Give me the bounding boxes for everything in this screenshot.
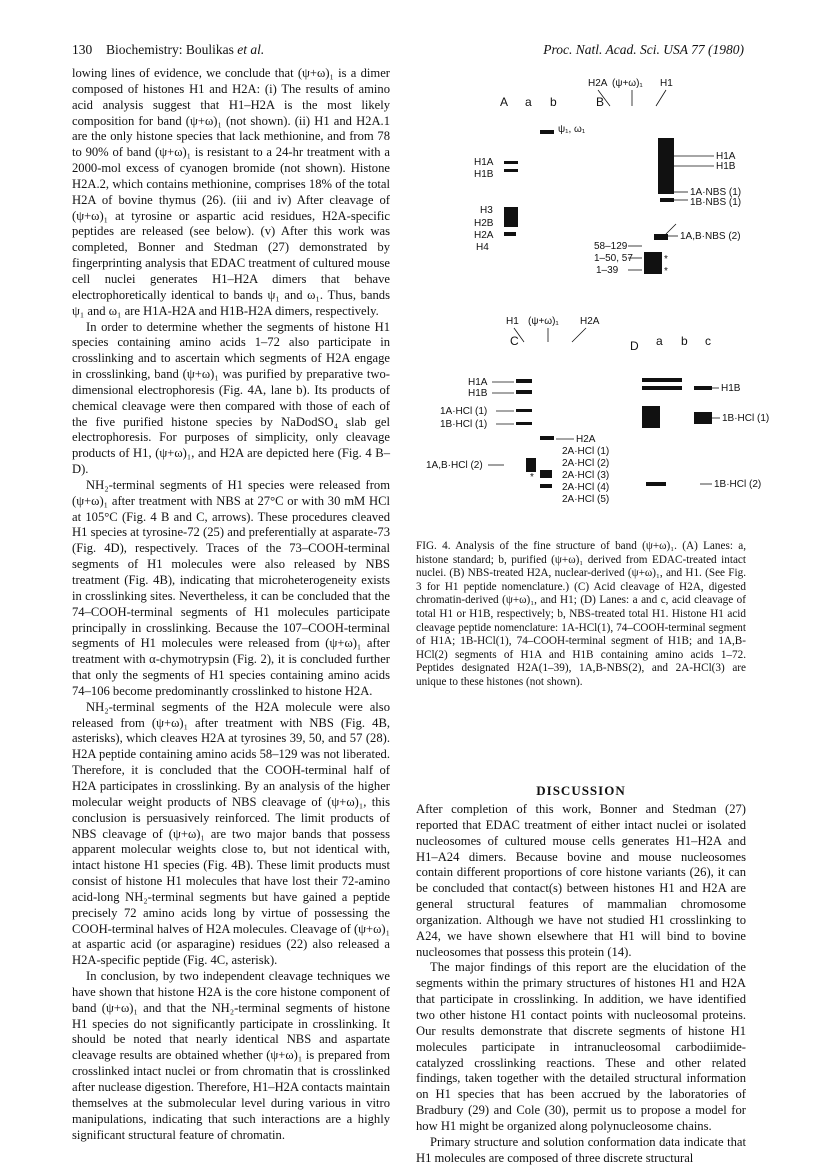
gel-band: [642, 386, 682, 390]
figure-4-gels: [416, 66, 770, 536]
running-title-etal: et al.: [233, 42, 265, 57]
paragraph: NH₂-terminal segments of H1 species were released from (ψ+ω)₁ after treatment with NBS at 27°C or with 30 mM HCl at 105°C (Fig. 4 B and C, arrows). These procedures cleaved H1 species at tyrosine-72 (25) and preferentially at asparate-73 (Fig. 4D), respectively. Traces of the 73–COOH-terminal segments of H1 molecules were also released by NBS treatment (Fig. 4B), indicating that microheterogeneity exists in crosslinking sites. Nevertheless, it can be concluded that the 74–COOH-terminal segments of H1 molecules participate principally in crosslinking. Because the 107–COOH-terminal segments of H1 molecules were released from (ψ+ω)₁ after treatment with α-chymotrypsin (Fig. 2), it is concluded further that only the segments of H1 species containing amino acids 74–106 become predominantly crosslinked to histone H2A.: [72, 477, 390, 698]
figure-caption: FIG. 4. Analysis of the fine structure of band (ψ+ω)₁. (A) Lanes: a, histone standard; b, purified (ψ+ω)₁ derived from EDAC-treated intact nuclei. (B) NBS-treated H2A, nuclear-derived (ψ+ω)₁, and H1. (See Fig. 3 for H1 peptide nomenclature.) (C) Acid cleavage of H2A, digested chromatin-derived (ψ+ω)₁, and H1; (D) Lanes: a and c, acid cleavage of total H1 or H1B, respectively; b, NBS-treated total H1. Histone H1 acid cleavage peptide nomenclature: 1A-HCl(1), 74–COOH-terminal segment of H1A; 1B-HCl(1), 74–COOH-terminal segment of H1B; and 1A,B-HCl(2) segments of H1A and H1B containing amino acids 1–72. Peptides designated H2A(1–39), 1A,B-NBS(2), and 2A-HCl(3) are unique to these histones (not shown).: [416, 540, 746, 688]
paragraph: In order to determine whether the segments of histone H1 species containing amino acids 1–72 also participate in crosslinking and to ascertain which segments of H2A engage in crosslinking, band (ψ+ω)₁ was purified by preparative two-dimensional electrophoresis (Fig. 4A, lane b). Its products of chemical cleavage were then compared with those of each of the five purified histone species by NaDodSO₄ slab gel electrophoresis. For purposes of simplicity, only cleavage products of H1, (ψ+ω)₁, and H2A are depicted here (Fig. 4 B–D).: [72, 319, 390, 477]
label-58-129: 58–129: [594, 241, 628, 252]
label-c-h1a: H1A: [468, 377, 488, 388]
label-h2a: H2A: [474, 230, 494, 241]
label-1a-hcl1: 1A·HCl (1): [440, 406, 488, 417]
journal-citation: Proc. Natl. Acad. Sci. USA 77 (1980): [543, 42, 744, 57]
running-title-text: Biochemistry: Boulikas: [106, 42, 234, 57]
label-b-h1a: H1A: [716, 151, 736, 162]
lane-d-a: a: [656, 334, 663, 348]
panel-c-top-psiomega: (ψ+ω)₁: [528, 316, 559, 327]
label-2a-hcl1: 2A·HCl (1): [562, 446, 610, 457]
label-b-h1b: H1B: [716, 161, 736, 172]
asterisk: *: [530, 472, 534, 483]
section-heading: DISCUSSION: [536, 783, 626, 798]
gel-band: [516, 379, 532, 383]
gel-band: [504, 207, 518, 227]
paragraph: After completion of this work, Bonner and Stedman (27) reported that EDAC treatment of either intact nuclei or isolated nucleosomes of cultured mouse cells generates H1–H2A and H1–A24 dimers. Because bovine and mouse nucleosomes contain different proportions of core histone variants (26), it can be concluded that contact(s) between histones H1 and H2A are general structural features of mammalian chromosome organization. Although we have not studied H1 crosslinking to A24, we have shown elsewhere that H1 will bind to bovine nucleosomes that possess this protein (14).: [416, 802, 746, 959]
panel-b-top-h1: H1: [660, 78, 673, 89]
paragraph: The major findings of this report are the elucidation of the segments within the primary structures of histones H1 and H2A that participate in crosslinking. In addition, we have identified two other histone H1 contact points with nucleosomal proteins. Our results demonstrate that discrete segments of histone H1 molecules participate in intranucleosomal carbodiimide-catalyzed crosslinking reactions. These and other related findings, taken together with the detailed structural information on H1 species that has been accrued by the laboratories of Bradbury (29) and Cole (30), permit us to propose a model for how H1 might be organized along polynucleosome chains.: [416, 960, 746, 1133]
label-1b-nbs1: 1B·NBS (1): [690, 197, 742, 208]
gel-band: [526, 458, 536, 472]
paragraph: NH₂-terminal segments of the H2A molecule were also released from (ψ+ω)₁ after treatment with NBS (Fig. 4B, asterisks), which cleaves H2A at tyrosines 39, 50, and 57 (28). H2A peptide containing amino acids 58–129 was not liberated. Therefore, it is concluded that the COOH-terminal half of H2A participates in crosslinking. By an analysis of the higher molecular weight products of NBS cleavage of (ψ+ω)₁, this conclusion is persuasively reinforced. The limit products of NBS cleavage of (ψ+ω)₁ are two major bands that possess apparent molecular weights close to, but not identical with, intact histone H1 species (Fig. 4B). These limit products must consist of histone H1 molecules that have lost their 72-amino acid-long NH₂-terminal segments but have gained a peptide precisely 72 amino acids long by virtue of possessing the COOH-terminal halves of H2A molecules. Cleavage of (ψ+ω)₁ at aspartic acid (or asparagine) residues (22) also released a H2A-specific peptide (Fig. 4C, asterisk).: [72, 699, 390, 968]
label-1b-hcl1-d: 1B·HCl (1): [722, 413, 770, 424]
label-2a-hcl5: 2A·HCl (5): [562, 494, 610, 505]
gel-band: [540, 470, 552, 478]
left-column: [72, 66, 390, 1143]
gel-band: [540, 436, 554, 440]
label-2a-hcl2: 2A·HCl (2): [562, 458, 610, 469]
gel-band: [504, 232, 516, 236]
paragraph: In conclusion, by two independent cleavage techniques we have shown that histone H2A is the core histone component of band (ψ+ω)₁ and that the NH₂-terminal segments of histone H1 species do not significantly participate in crosslinking. It should be noted that nearly identical NBS and aspartate cleavage results are obtained whether (ψ+ω)₁ is prepared from crosslinked intact nuclei or from chromatin that is crosslinked after nuclease digestion. Therefore, H1–H2A contacts maintain themselves at the submolecular level during various in vitro manipulations, indicating that such interactions are a highly significant structural feature of chromatin.: [72, 969, 390, 1142]
discussion-text: [416, 802, 746, 1166]
gel-band: [504, 161, 518, 164]
gel-band: [660, 190, 674, 194]
label-1ab-nbs2: 1A,B·NBS (2): [680, 231, 741, 242]
gel-band: [642, 378, 682, 382]
panel-b-top-h2a: H2A: [588, 78, 608, 89]
lane-d-c: c: [705, 334, 711, 348]
asterisk: *: [664, 254, 668, 265]
gel-band: [540, 484, 552, 488]
page-header: [72, 42, 744, 62]
label-c-h2a: H2A: [576, 434, 596, 445]
gel-band: [516, 390, 532, 394]
lane-a-label: a: [525, 95, 532, 109]
label-h4: H4: [476, 242, 489, 253]
panel-b-letter: B: [596, 95, 605, 109]
gel-band: [646, 482, 666, 486]
paragraph: lowing lines of evidence, we conclude that (ψ+ω)₁ is a dimer composed of histones H1 and H2A: (i) The results of amino acid analysis suggest that H1–H2A is the most likely composition for band (ψ+ω)₁ (not shown). (ii) H1 and H2A.1 are the only histone species that lack methionine, and from 78 to 90% of band (ψ+ω)₁ is resistant to a 24-hr treatment with a 2000-mol excess of cyanogen bromide (not shown). Histone H2A.2, which contains methionine, comprises 18% of the total H2A of bovine thymus (26). (iii and iv) After cleavage of (ψ+ω)₁ at tyrosine or aspartic acid residues, H2A-specific peptides are released (see below). (v) After this work was completed, Bonner and Stedman (27) demonstrated by fingerprinting analysis that EDAC treatment of cultured mouse cell nuclei generates H1–H2A dimers that behave electrophoretically identical to bands ψ₁ and ω₁. Thus, bands ψ₁ and ω₁ are H1A-H2A and H1B-H2A dimers, respectively.: [72, 66, 390, 318]
label-1-50-57: 1–50, 57: [594, 253, 633, 264]
label-c-h1b: H1B: [468, 388, 488, 399]
label-1a-nbs1: 1A·NBS (1): [690, 187, 742, 198]
panel-a-letter: A: [500, 95, 509, 109]
label-1b-hcl1: 1B·HCl (1): [440, 419, 488, 430]
label-2a-hcl3: 2A·HCl (3): [562, 470, 610, 481]
page-number: 130: [72, 42, 93, 57]
label-d-h1b: H1B: [721, 383, 741, 394]
gel-band: [694, 412, 712, 424]
label-1-39: 1–39: [596, 265, 619, 276]
label-2a-hcl4: 2A·HCl (4): [562, 482, 610, 493]
panel-c-top-h1: H1: [506, 316, 519, 327]
gel-band: [644, 252, 662, 274]
gel-band: [516, 409, 532, 412]
lane-d-b: b: [681, 334, 688, 348]
asterisk: *: [664, 266, 668, 277]
label-h1b: H1B: [474, 169, 494, 180]
gel-band: [658, 138, 674, 194]
label-h2b: H2B: [474, 218, 494, 229]
panel-d-letter: D: [630, 339, 639, 353]
label-h1a: H1A: [474, 157, 494, 168]
running-title: [106, 42, 264, 58]
paragraph: Primary structure and solution conformation data indicate that H1 molecules are composed of three discrete structural: [416, 1134, 746, 1165]
gel-band: [642, 406, 660, 428]
gel-band: [660, 198, 674, 202]
panel-c-letter: C: [510, 334, 519, 348]
panel-b-top-psiomega: (ψ+ω)₁: [612, 78, 643, 89]
panel-c-top-h2a: H2A: [580, 316, 600, 327]
gel-band: [540, 130, 554, 134]
psi-omega-label: ψ₁, ω₁: [558, 124, 586, 135]
lane-b-label: b: [550, 95, 557, 109]
figure-4: [416, 66, 770, 536]
gel-band: [516, 422, 532, 425]
label-1b-hcl2-d: 1B·HCl (2): [714, 479, 762, 490]
gel-band: [654, 234, 668, 240]
gel-band: [694, 386, 712, 390]
gel-band: [504, 169, 518, 172]
label-h3: H3: [480, 205, 493, 216]
label-1ab-hcl2: 1A,B·HCl (2): [426, 460, 483, 471]
